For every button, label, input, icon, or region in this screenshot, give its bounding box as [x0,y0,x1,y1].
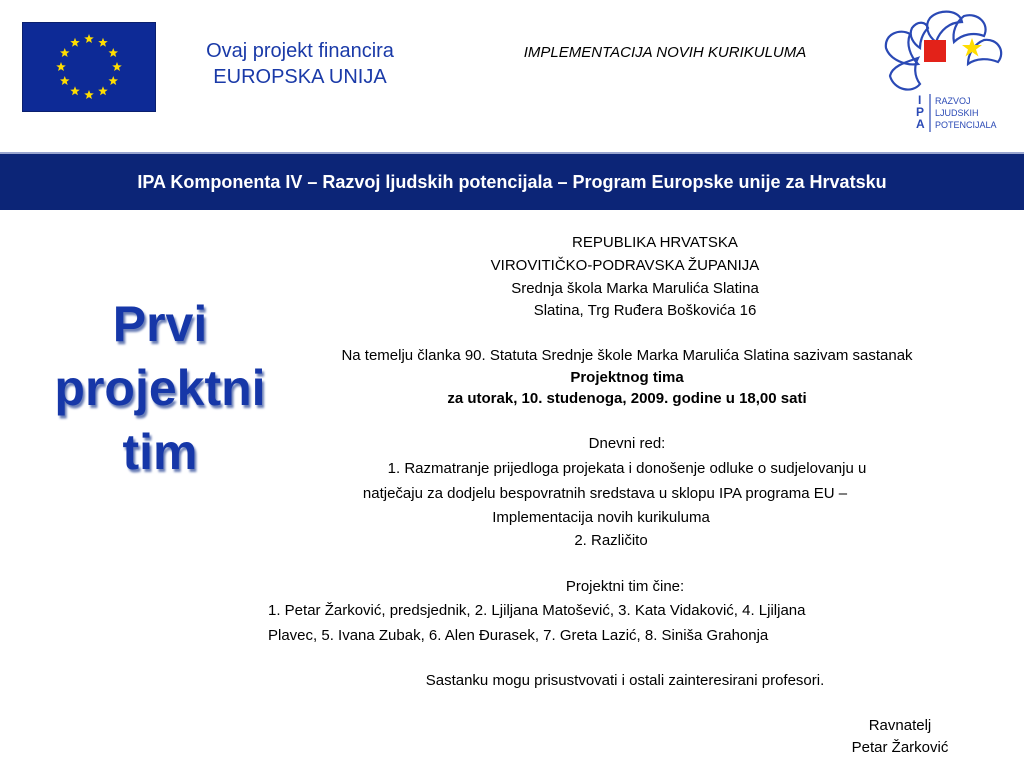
agenda-line: natječaju za dodjelu bespovratnih sredstava u sklopu IPA programa EU – [362,485,848,502]
ipa-letter-p: P [916,105,925,119]
address-line: Srednja škola Marka Marulića Slatina [511,280,759,297]
address-line: VIROVITIČKO-PODRAVSKA ŽUPANIJA [490,257,760,274]
agenda-line: 2. Različito [574,532,648,549]
title-line1: Prvi [112,296,208,352]
team-line: 1. Petar Žarković, predsjednik, 2. Ljiljana Matošević, 3. Kata Vidaković, 4. Ljiljana [268,602,806,619]
signature-title: Ravnatelj [868,717,932,734]
ipa-logo-line1: RAZVOJ [935,96,971,106]
slide-title [10,292,310,484]
ipa-logo-line2: LJUDSKIH [935,108,979,118]
signature-name: Petar Žarković [851,739,949,756]
intro-text: Na temelju članka 90. Statuta Srednje škole Marka Marulića Slatina sazivam sastanak [341,347,913,364]
agenda-line: 1. Razmatranje prijedloga projekata i donošenje odluke o sudjelovanju u [387,460,867,477]
ipa-letter-i: I [918,93,922,107]
banner-text: IPA Komponenta IV – Razvoj ljudskih potencijala – Program Europske unije za Hrvatsku [137,172,887,192]
agenda-heading: Dnevni red: [588,435,666,452]
program-banner [0,152,1024,210]
address-line: Slatina, Trg Ruđera Boškovića 16 [533,302,757,319]
team-line: Plavec, 5. Ivana Zubak, 6. Alen Đurasek, 7. Greta Lazić, 8. Siniša Grahonja [268,627,769,644]
title-line2: projektni [54,360,266,416]
ipa-logo-line3: POTENCIJALA [935,120,997,130]
meeting-date: za utorak, 10. studenoga, 2009. godine u 18,00 sati [447,390,807,407]
eu-line1: Ovaj projekt financira [206,40,394,62]
implementation-title: IMPLEMENTACIJA NOVIH KURIKULUMA [523,44,807,61]
address-line: REPUBLIKA HRVATSKA [572,234,738,251]
ipa-letter-a: A [916,117,925,131]
eu-flag-logo [22,22,156,112]
agenda-line: Implementacija novih kurikuluma [492,509,710,526]
ipa-logo [880,8,1010,136]
team-heading: Projektni tim čine: [565,578,685,595]
meeting-name: Projektnog tima [570,369,684,386]
eu-funding-text [170,38,430,90]
title-line3: tim [122,424,198,480]
eu-line2: EUROPSKA UNIJA [213,66,387,88]
meeting-note: Sastanku mogu prisustvovati i ostali zainteresirani profesori. [425,672,825,689]
